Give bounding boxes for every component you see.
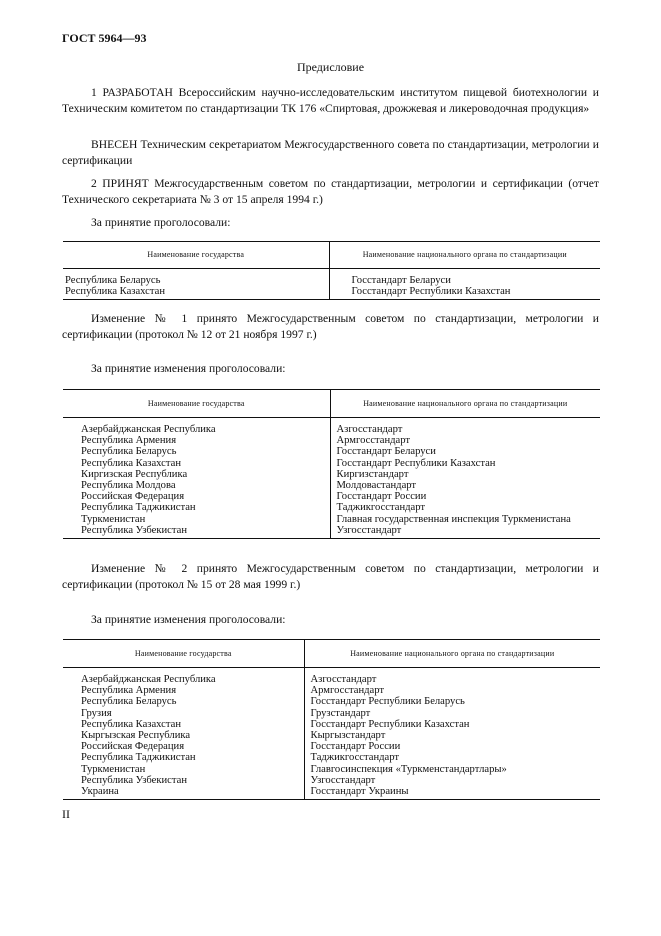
state-name-cell: Киргизская Республика: [63, 469, 330, 480]
table-row: [63, 741, 600, 752]
standards-body-cell: Армгосстандарт: [336, 435, 411, 447]
state-name-cell: Республика Беларусь: [63, 446, 330, 457]
table-header-body: Наименование национального органа по стандартизации: [329, 242, 600, 269]
state-name-cell: Туркменистан: [63, 514, 330, 525]
standards-body-cell: Узгосстандарт: [330, 525, 600, 539]
standards-body-cell: Госстандарт Республики Казахстан: [329, 286, 600, 300]
table-row: [63, 719, 600, 730]
standards-body-cell: Армгосстандарт: [310, 685, 385, 697]
table-row: [63, 502, 600, 513]
table-row: [63, 514, 600, 525]
table-row: [63, 786, 600, 800]
table-row: [63, 685, 600, 696]
amendment-1: Изменение № 1 принято Межгосударственным советом по стандартизации, метрологии и сертификации (протокол № 12 от 21 ноября 1997 г.): [62, 312, 599, 341]
table-row: [63, 469, 600, 480]
state-name-cell: Республика Узбекистан: [63, 775, 304, 786]
state-name-cell: Азербайджанская Республика: [63, 418, 330, 436]
table-row: [63, 435, 600, 446]
standards-body-cell: Госстандарт Беларуси: [336, 446, 436, 458]
table-row: [63, 775, 600, 786]
state-name-cell: Туркменистан: [63, 764, 304, 775]
standards-body-cell: Госстандарт Республики Беларусь: [310, 696, 465, 708]
vote-lead-3: За принятие изменения проголосовали:: [91, 613, 286, 626]
standards-body-cell: Таджикгосстандарт: [310, 752, 399, 764]
standards-body-cell: Таджикгосстандарт: [336, 502, 425, 514]
table-row: [63, 525, 600, 539]
standards-body-cell: Грузстандарт: [310, 707, 371, 719]
state-name-cell: Республика Таджикистан: [63, 752, 304, 763]
voting-table-3: [63, 639, 600, 800]
table-row: [63, 708, 600, 719]
table-header-state: Наименование государства: [63, 390, 330, 418]
amendment-2: Изменение № 2 принято Межгосударственным советом по стандартизации, метрологии и сертификации (протокол № 15 от 28 мая 1999 г.): [62, 562, 599, 591]
standards-body-cell: Госстандарт Украины: [304, 786, 600, 800]
state-name-cell: Республика Казахстан: [63, 719, 304, 730]
standards-body-cell: Главгосинспекция «Туркменстандартлары»: [310, 763, 507, 775]
table-header-state: Наименование государства: [63, 640, 304, 668]
voting-table-2: [63, 389, 600, 539]
state-name-cell: Республика Узбекистан: [63, 525, 330, 539]
section-title: Предисловие: [296, 60, 365, 74]
state-name-cell: Российская Федерация: [63, 491, 330, 502]
table-row: [63, 730, 600, 741]
state-name-cell: Республика Казахстан: [63, 458, 330, 469]
table-row: [63, 286, 600, 300]
page-number: II: [62, 807, 70, 821]
state-name-cell: Республика Казахстан: [63, 286, 329, 300]
standards-body-cell: Узгосстандарт: [310, 774, 376, 786]
table-row: [63, 458, 600, 469]
voting-table-1: [63, 241, 600, 300]
paragraph-adopted: 2 ПРИНЯТ Межгосударственным советом по стандартизации, метрологии и сертификации (отчет Технического секретариата № 3 от 15 апреля 1994 г.): [62, 177, 599, 206]
table-row: [63, 668, 600, 686]
vote-lead-1: За принятие проголосовали:: [91, 216, 231, 229]
table-header-body: Наименование национального органа по стандартизации: [304, 640, 600, 668]
state-name-cell: Украина: [63, 786, 304, 800]
standards-body-cell: Молдовастандарт: [336, 480, 417, 492]
table-row: [63, 446, 600, 457]
paragraph-introduced: ВНЕСЕН Техническим секретариатом Межгосударственного совета по стандартизации, метрологии и сертификации: [62, 138, 599, 167]
state-name-cell: Азербайджанская Республика: [63, 668, 304, 686]
state-name-cell: Республика Молдова: [63, 480, 330, 491]
table-row: [63, 696, 600, 707]
table-row: [63, 752, 600, 763]
vote-lead-2: За принятие изменения проголосовали:: [91, 362, 286, 375]
state-name-cell: Республика Армения: [63, 435, 330, 446]
standards-body-cell: Госстандарт Республики Казахстан: [336, 457, 496, 469]
state-name-cell: Кыргызская Республика: [63, 730, 304, 741]
table-row: [63, 491, 600, 502]
standards-body-cell: Госстандарт России: [336, 491, 427, 503]
standards-body-cell: Госстандарт России: [310, 741, 401, 753]
standard-code: ГОСТ 5964—93: [62, 31, 147, 45]
table-row: [63, 269, 600, 287]
state-name-cell: Республика Армения: [63, 685, 304, 696]
table-row: [63, 418, 600, 436]
table-header-state: Наименование государства: [63, 242, 329, 269]
state-name-cell: Республика Беларусь: [63, 696, 304, 707]
state-name-cell: Российская Федерация: [63, 741, 304, 752]
table-header-body: Наименование национального органа по стандартизации: [330, 390, 600, 418]
standards-body-cell: Госстандарт Беларуси: [351, 275, 451, 286]
standards-body-cell: Главная государственная инспекция Туркменистана: [336, 513, 571, 525]
table-row: [63, 764, 600, 775]
standards-body-cell: Киргизстандарт: [336, 468, 409, 480]
standards-body-cell: Госстандарт Республики Казахстан: [310, 718, 470, 730]
state-name-cell: Республика Беларусь: [63, 269, 329, 287]
table-row: [63, 480, 600, 491]
standards-body-cell: Кыргызстандарт: [310, 730, 386, 742]
state-name-cell: Грузия: [63, 708, 304, 719]
state-name-cell: Республика Таджикистан: [63, 502, 330, 513]
paragraph-developed: 1 РАЗРАБОТАН Всероссийским научно-исследовательским институтом пищевой биотехнологии и Техническим комитетом по стандартизации ТК 176 «Спиртовая, дрожжевая и ликероводочная продукция»: [62, 86, 599, 115]
standards-body-cell: Азгосстандарт: [336, 424, 403, 435]
standards-body-cell: Азгосстандарт: [310, 674, 377, 685]
